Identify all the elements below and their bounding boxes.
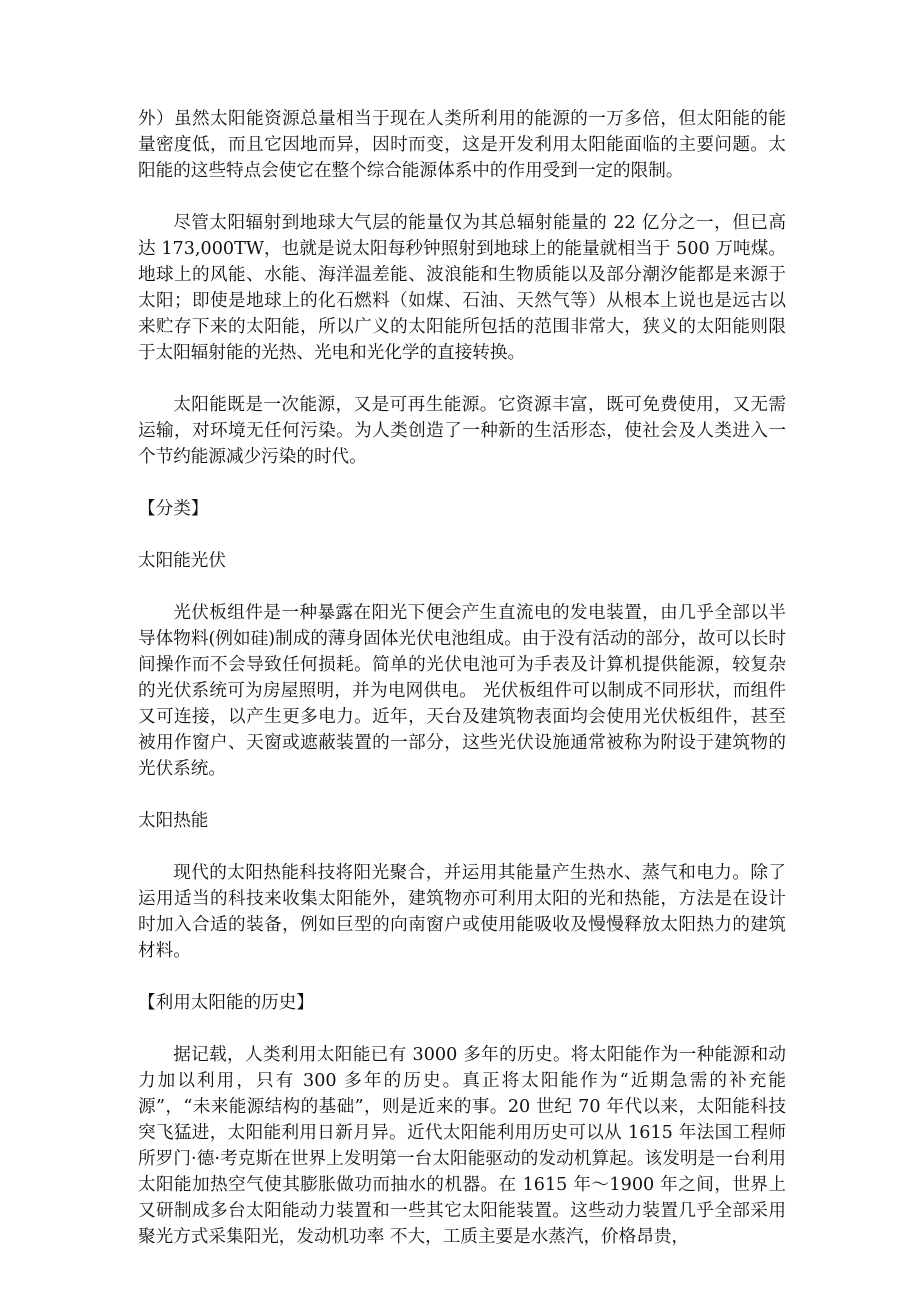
paragraph-renewable-energy: 太阳能既是一次能源，又是可再生能源。它资源丰富，既可免费使用，又无需运输，对环境无任何污染。为人类创造了一种新的生活形态，使社会及人类进入一个节约能源减少污染的时代。 (138, 395, 786, 467)
section-heading-classification: 【分类】 (138, 499, 209, 519)
paragraph-solar-radiation-energy: 尽管太阳辐射到地球大气层的能量仅为其总辐射能量的 22 亿分之一，但已高达 173,000TW，也就是说太阳每秒钟照射到地球上的能量就相当于 500 万吨煤。地球上的风能、水能、海洋温差能、波浪能和生物质能以及部分潮汐能都是来源于太阳；即使是地球上的化石燃料（如煤、石油、天然气等）从根本上说也是远古以来贮存下来的太阳能，所以广义的太阳能所包括的范围非常大，狭义的太阳能则限于太阳辐射能的光热、光电和光化学的直接转换。 (138, 213, 786, 363)
document-body (138, 106, 786, 1276)
section-heading-history: 【利用太阳能的历史】 (138, 993, 314, 1013)
paragraph-history: 据记载，人类利用太阳能已有 3000 多年的历史。将太阳能作为一种能源和动力加以利用，只有 300 多年的历史。真正将太阳能作为“近期急需的补充能源”，“未来能源结构的基础”，则是近来的事。20 世纪 70 年代以来，太阳能科技突飞猛进，太阳能利用日新月异。近代太阳能利用历史可以从 1615 年法国工程师所罗门·德·考克斯在世界上发明第一台太阳能驱动的发动机算起。该发明是一台利用太阳能加热空气使其膨胀做功而抽水的机器。在 1615 年～1900 年之间，世界上又研制成多台太阳能动力装置和一些其它太阳能装置。这些动力装置几乎全部采用聚光方式采集阳光，发动机功率 不大，工质主要是水蒸汽，价格昂贵， (138, 1045, 786, 1247)
paragraph-continuation: 外）虽然太阳能资源总量相当于现在人类所利用的能源的一万多倍，但太阳能的能量密度低，而且它因地而异，因时而变，这是开发利用太阳能面临的主要问题。太阳能的这些特点会使它在整个综合能源体系中的作用受到一定的限制。 (138, 109, 786, 181)
paragraph-solar-thermal: 现代的太阳热能科技将阳光聚合，并运用其能量产生热水、蒸气和电力。除了运用适当的科技来收集太阳能外，建筑物亦可利用太阳的光和热能，方法是在设计时加入合适的装备，例如巨型的向南窗户或使用能吸收及慢慢释放太阳热力的建筑材料。 (138, 863, 786, 961)
subheading-solar-thermal: 太阳热能 (138, 811, 209, 831)
paragraph-photovoltaic: 光伏板组件是一种暴露在阳光下便会产生直流电的发电装置，由几乎全部以半导体物料(例如硅)制成的薄身固体光伏电池组成。由于没有活动的部分，故可以长时间操作而不会导致任何损耗。简单的光伏电池可为手表及计算机提供能源，较复杂的光伏系统可为房屋照明，并为电网供电。 光伏板组件可以制成不同形状，而组件又可连接，以产生更多电力。近年，天台及建筑物表面均会使用光伏板组件，甚至被用作窗户、天窗或遮蔽装置的一部分，这些光伏设施通常被称为附设于建筑物的光伏系统。 (138, 603, 786, 779)
subheading-photovoltaic: 太阳能光伏 (138, 551, 226, 571)
